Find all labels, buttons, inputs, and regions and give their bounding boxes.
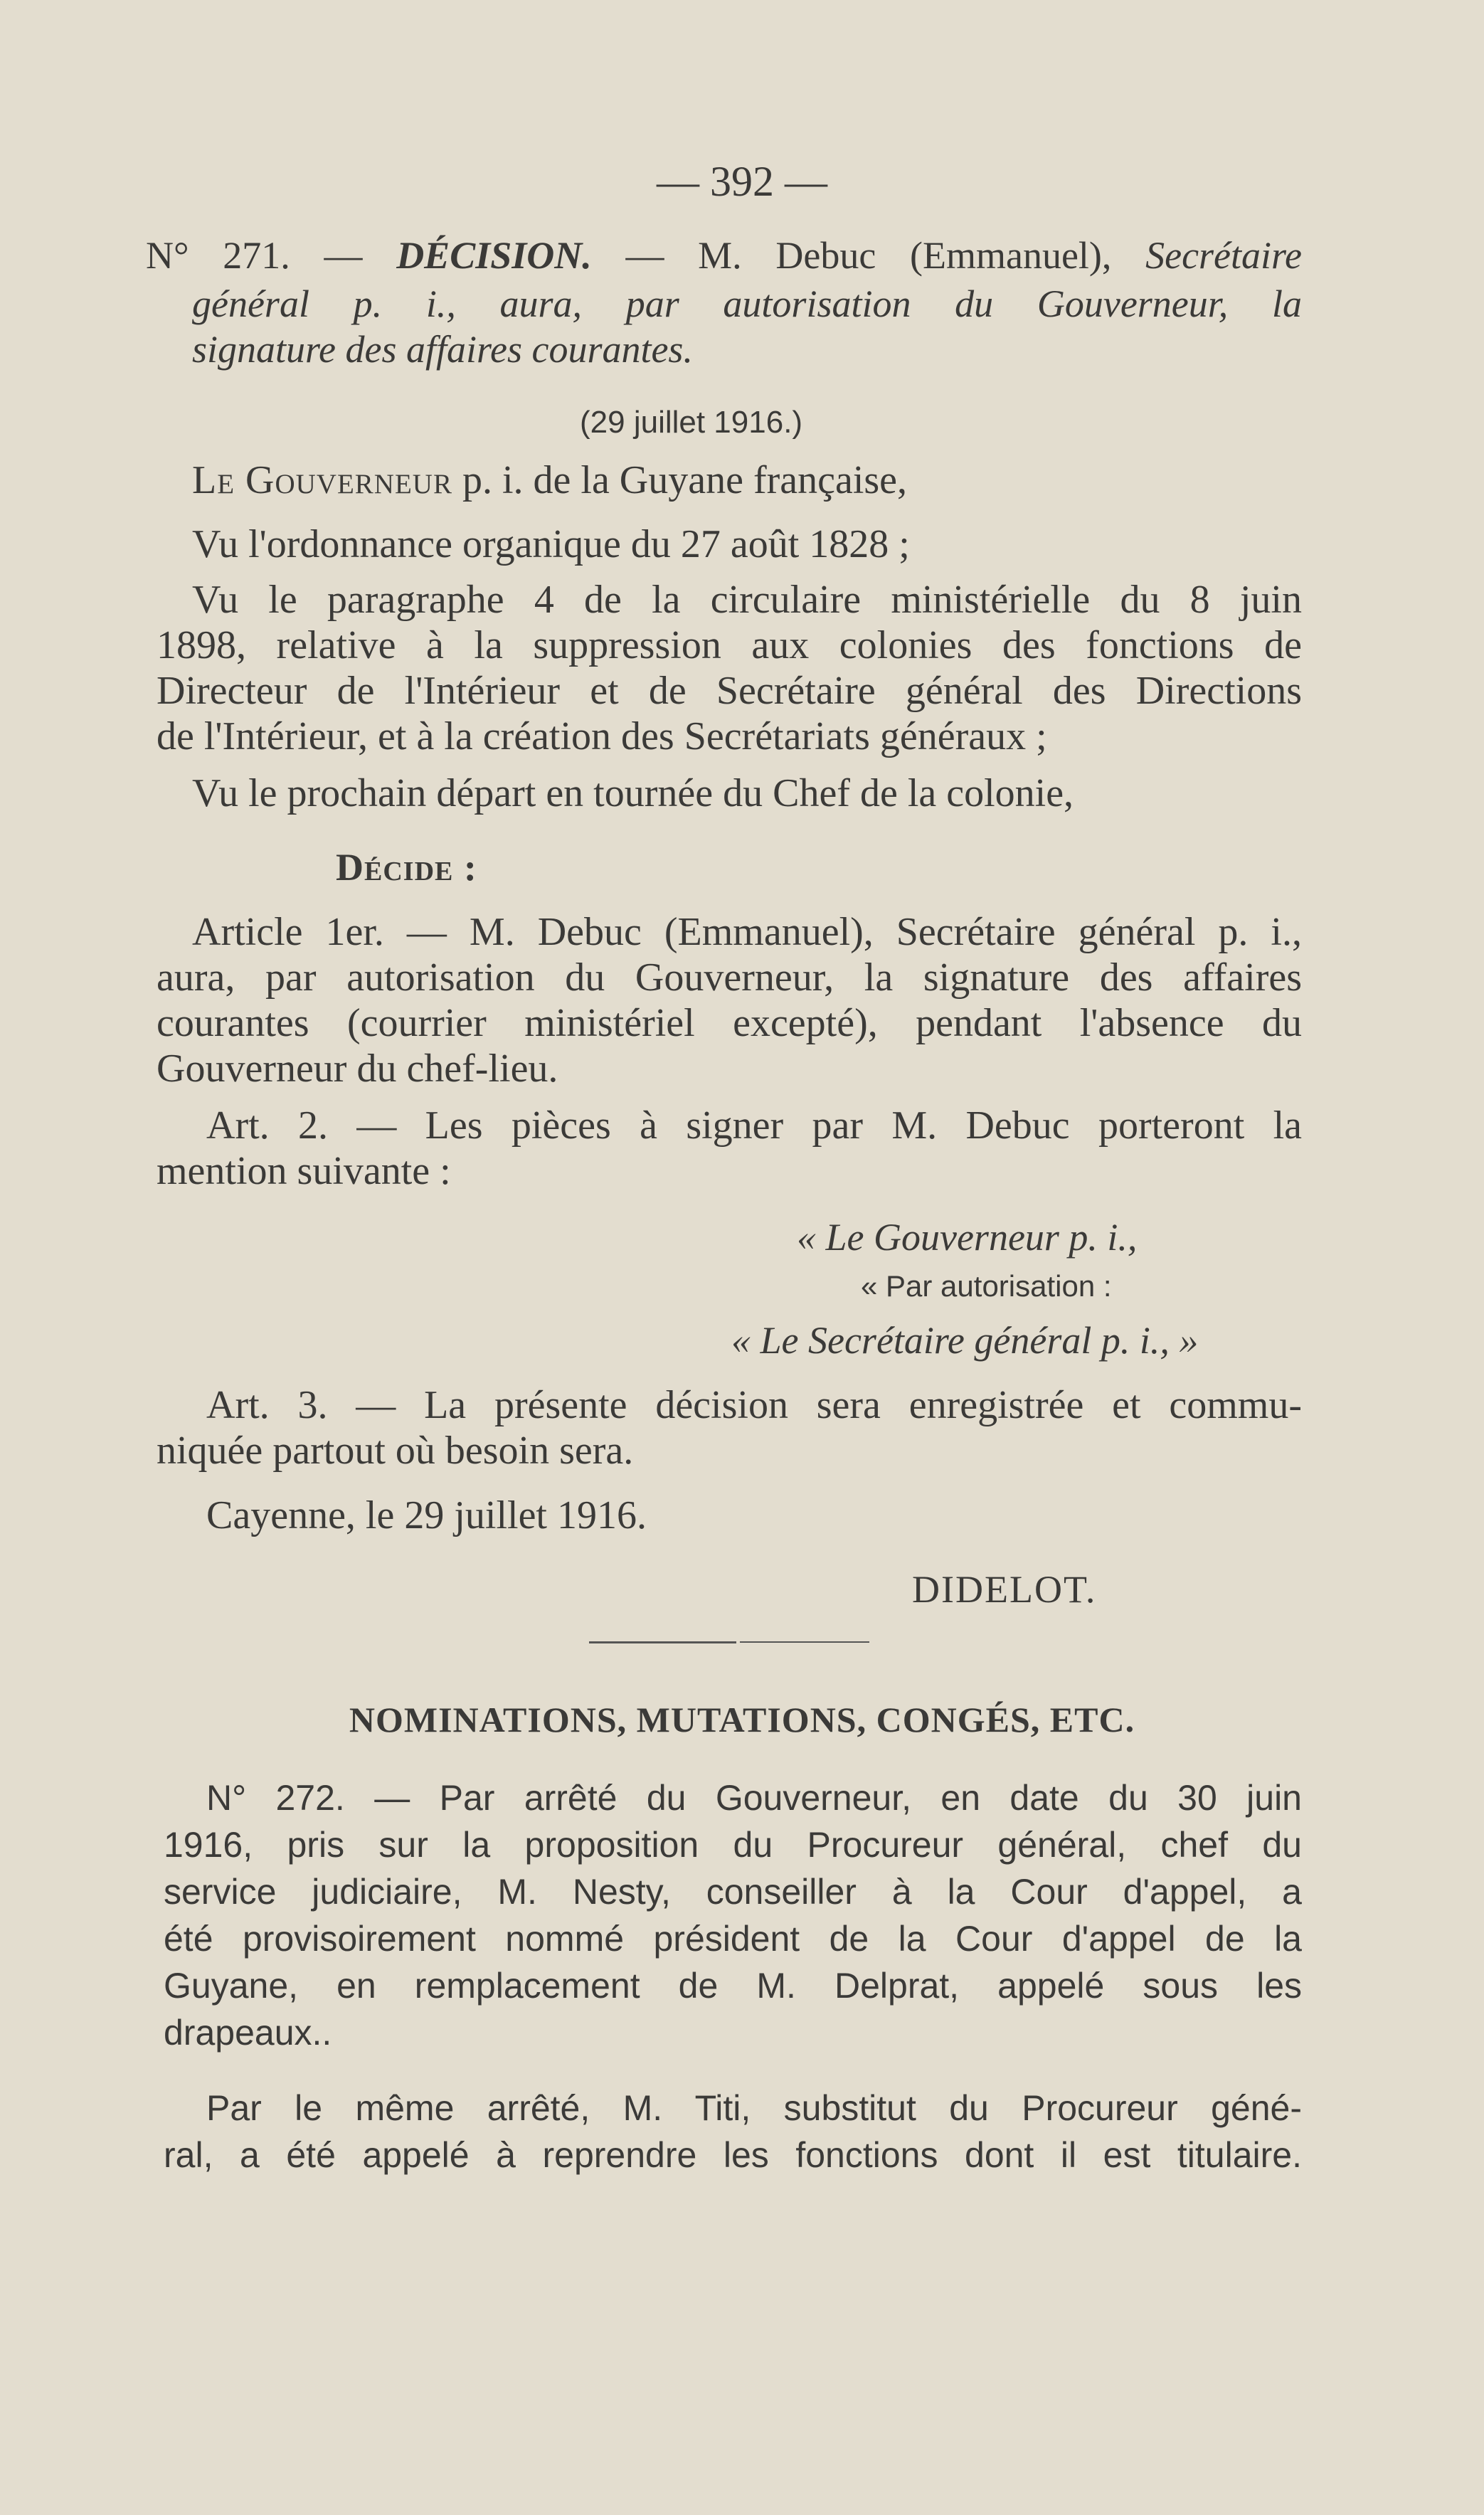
separator-rule-right [740, 1641, 869, 1643]
decision-271-date: (29 juillet 1916.) [580, 405, 803, 440]
article-2-line-2: mention suivante : [157, 1149, 451, 1193]
decision-271-header-line-2: général p. i., aura, par autorisation du Gouverneur, la [192, 282, 1302, 325]
mention-line-2: « Par autorisation : [861, 1269, 1112, 1303]
decision-271-header-line-1: N° 271. — DÉCISION. — M. Debuc (Emmanuel), Secrétaire [146, 234, 1303, 277]
n272-line-3: service judiciaire, M. Nesty, conseiller à la Cour d'appel, a [164, 1872, 1302, 1912]
vu-line-3: 1898, relative à la suppression aux colonies des fonctions de [157, 623, 1302, 667]
article-1-line-1: Article 1er. — M. Debuc (Emmanuel), Secrétaire général p. i., [192, 910, 1302, 954]
article-3-line-2: niquée partout où besoin sera. [157, 1429, 634, 1473]
n272-line-2: 1916, pris sur la proposition du Procureur général, chef du [164, 1825, 1302, 1865]
mention-line-3: « Le Secrétaire général p. i., » [731, 1319, 1199, 1362]
n272-para2-line-2: ral, a été appelé à reprendre les fonctions dont il est titulaire. [164, 2135, 1302, 2175]
article-3-line-1: Art. 3. — La présente décision sera enregistrée et commu- [206, 1383, 1302, 1427]
page-number: — 392 — [657, 158, 827, 205]
mention-line-1: « Le Gouverneur p. i., [797, 1216, 1138, 1259]
signature: DIDELOT. [912, 1568, 1097, 1611]
vu-line-6: Vu le prochain départ en tournée du Chef de la colonie, [192, 771, 1074, 815]
n272-line-4: été provisoirement nommé président de la Cour d'appel de la [164, 1919, 1302, 1959]
n272-para2-line-1: Par le même arrêté, M. Titi, substitut du Procureur géné- [206, 2088, 1302, 2128]
article-1-line-4: Gouverneur du chef-lieu. [157, 1047, 558, 1091]
governor-heading: Le Gouverneur p. i. de la Guyane française, [192, 458, 908, 502]
vu-line-4: Directeur de l'Intérieur et de Secrétaire général des Directions [157, 669, 1302, 713]
article-1-line-2: aura, par autorisation du Gouverneur, la signature des affaires [157, 955, 1302, 1000]
place-date: Cayenne, le 29 juillet 1916. [206, 1493, 647, 1537]
n272-line-5: Guyane, en remplacement de M. Delprat, appelé sous les [164, 1966, 1302, 2006]
article-1-line-3: courantes (courrier ministériel excepté), pendant l'absence du [157, 1001, 1302, 1045]
separator-rule-left [589, 1641, 736, 1643]
vu-line-2: Vu le paragraphe 4 de la circulaire ministérielle du 8 juin [192, 578, 1302, 622]
n272-line-6: drapeaux.. [164, 2013, 332, 2053]
article-2-line-1: Art. 2. — Les pièces à signer par M. Debuc porteront la [206, 1103, 1302, 1148]
decision-271-header-line-3: signature des affaires courantes. [192, 328, 693, 371]
vu-line-1: Vu l'ordonnance organique du 27 août 1828 ; [192, 522, 910, 566]
vu-line-5: de l'Intérieur, et à la création des Secrétariats généraux ; [157, 714, 1047, 758]
section-title: NOMINATIONS, MUTATIONS, CONGÉS, ETC. [349, 1700, 1135, 1740]
n272-line-1: N° 272. — Par arrêté du Gouverneur, en date du 30 juin [206, 1778, 1302, 1818]
decide-heading: Décide : [336, 846, 477, 889]
